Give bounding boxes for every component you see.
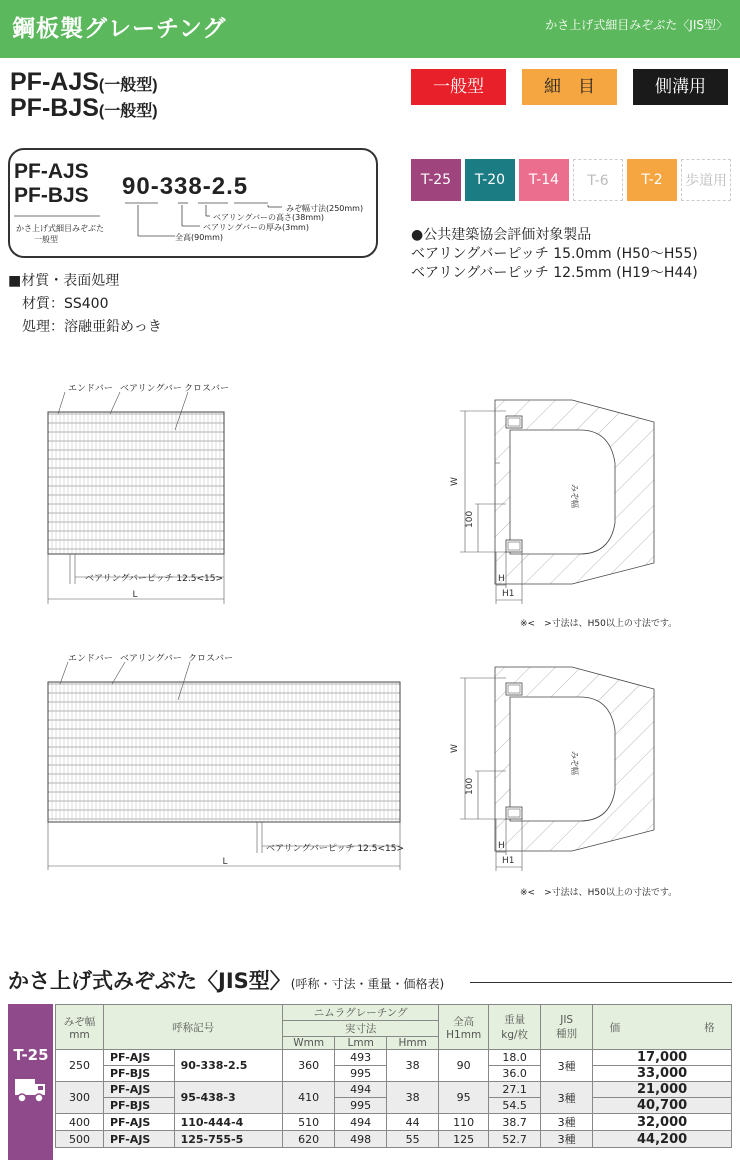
cell-L: 493: [335, 1050, 387, 1066]
cert-line-1: ●公共建築協会評価対象製品: [411, 227, 592, 243]
load-t20: T-20: [465, 159, 515, 201]
section1-mizohaba: みぞ幅: [570, 484, 579, 508]
cell-H: 38: [387, 1050, 439, 1082]
drawing1-pitch: ベアリングバーピッチ 12.5<15>: [85, 574, 223, 584]
cell-L: 494: [335, 1082, 387, 1098]
drawing2-L: L: [222, 857, 228, 867]
naming-desc-2: 一般型: [34, 235, 58, 244]
th-code: 呼称記号: [104, 1005, 283, 1050]
drawing1-cross-bar: クロスバー: [184, 384, 230, 394]
cell-H1: 90: [439, 1050, 489, 1082]
section2-W: W: [450, 744, 460, 753]
table-row: [56, 1131, 732, 1148]
drawing2-end-bar: エンドバー: [68, 654, 113, 664]
cell-L: 498: [335, 1131, 387, 1148]
cell-H1: 125: [439, 1131, 489, 1148]
cell-width: 400: [56, 1114, 104, 1131]
th-jissunpo: 実寸法: [283, 1021, 439, 1037]
naming-note-thickness: ベアリングバーの厚み(3mm): [203, 223, 309, 232]
cell-code: 125-755-5: [174, 1131, 283, 1148]
tag-general-type: 一般型: [411, 69, 506, 105]
load-t2: T-2: [627, 159, 677, 201]
table-row: [56, 1050, 732, 1066]
cell-W: 360: [283, 1050, 335, 1082]
cell-weight: 52.7: [489, 1131, 541, 1148]
th-nimura: ニムラグレーチング: [283, 1005, 439, 1021]
naming-code: 90-338-2.5: [122, 173, 249, 200]
cert-line-2: ベアリングバーピッチ 15.0mm (H50～H55): [411, 246, 698, 262]
th-jis: JIS 種別: [541, 1005, 593, 1050]
gutter-section-drawing-2: [440, 655, 670, 880]
th-hmm: Hmm: [387, 1037, 439, 1050]
cell-weight: 18.0: [489, 1050, 541, 1066]
cell-code: 110-444-4: [174, 1114, 283, 1131]
gutter-section-drawing-1: [440, 388, 670, 613]
tag-gutter: 側溝用: [633, 69, 728, 105]
naming-note-height: ベアリングバーの高さ(38mm): [213, 213, 325, 222]
cell-W: 510: [283, 1114, 335, 1131]
certification-block: [411, 226, 698, 283]
cell-price: 17,000: [593, 1050, 732, 1066]
cell-weight: 27.1: [489, 1082, 541, 1098]
cell-width: 300: [56, 1082, 104, 1114]
page-subtitle: かさ上げ式細目みぞぶた〈JIS型〉: [545, 18, 728, 32]
drawing1-end-bar: エンドバー: [68, 384, 113, 394]
section1-W: W: [450, 477, 460, 486]
cell-jis: 3種: [541, 1050, 593, 1082]
th-lmm: Lmm: [335, 1037, 387, 1050]
th-zenko: 全高 H1mm: [439, 1005, 489, 1050]
table-row: [56, 1114, 732, 1131]
cell-price: 33,000: [593, 1066, 732, 1082]
cell-code: 95-438-3: [174, 1082, 283, 1114]
naming-note-total-height: 全高(90mm): [175, 233, 224, 242]
cell-price: 32,000: [593, 1114, 732, 1131]
cell-model: PF-BJS: [104, 1066, 175, 1082]
cell-price: 44,200: [593, 1131, 732, 1148]
cell-price: 21,000: [593, 1082, 732, 1098]
price-table: [55, 1004, 732, 1148]
model-name-a: PF-AJS(一般型): [10, 68, 158, 96]
drawing1-bearing-bar: ベアリングバー: [120, 384, 182, 394]
cell-model: PF-AJS: [104, 1082, 175, 1098]
cell-weight: 36.0: [489, 1066, 541, 1082]
section1-H1: H1: [502, 589, 515, 599]
cell-model: PF-AJS: [104, 1114, 175, 1131]
section2-H1: H1: [502, 856, 515, 866]
material-heading: ■材質・表面処理: [8, 273, 120, 289]
sidebar-load-label: T-25: [13, 1046, 49, 1064]
cell-H: 55: [387, 1131, 439, 1148]
load-t14: T-14: [519, 159, 569, 201]
tag-fine-mesh: 細 目: [522, 69, 617, 105]
section1-note: ※< >寸法は、H50以上の寸法です。: [520, 619, 678, 629]
cell-H1: 110: [439, 1114, 489, 1131]
cell-model: PF-AJS: [104, 1131, 175, 1148]
load-sidewalk: 歩道用: [681, 159, 731, 201]
cell-H: 44: [387, 1114, 439, 1131]
material-treatment: 処理：溶融亜鉛めっき: [22, 319, 162, 335]
cell-price: 40,700: [593, 1098, 732, 1114]
cell-L: 995: [335, 1066, 387, 1082]
section-rule: [470, 982, 732, 983]
naming-note-width: みぞ幅寸法(250mm): [286, 204, 364, 213]
section2-H: H: [498, 841, 505, 851]
cell-jis: 3種: [541, 1131, 593, 1148]
th-juryo: 重量 kg/枚: [489, 1005, 541, 1050]
material-block: [8, 270, 162, 339]
section1-H: H: [498, 574, 505, 584]
section1-100: 100: [465, 510, 475, 528]
drawing2-cross-bar: クロスバー: [188, 654, 234, 664]
cell-L: 494: [335, 1114, 387, 1131]
page-title: 鋼板製グレーチング: [12, 16, 227, 42]
section2-mizohaba: みぞ幅: [570, 751, 579, 775]
cell-model: PF-BJS: [104, 1098, 175, 1114]
truck-icon: [13, 1075, 47, 1105]
cell-model: PF-AJS: [104, 1050, 175, 1066]
drawing2-pitch: ベアリングバーピッチ 12.5<15>: [266, 844, 404, 854]
load-t6: T-6: [573, 159, 623, 201]
naming-model-a: PF-AJS: [14, 160, 89, 183]
cell-H1: 95: [439, 1082, 489, 1114]
table-section-title: かさ上げ式みぞぶた〈JIS型〉(呼称・寸法・重量・価格表): [8, 969, 445, 993]
material-spec: 材質：SS400: [22, 296, 109, 312]
cell-H: 38: [387, 1082, 439, 1114]
th-price: 価 格: [593, 1005, 732, 1050]
load-t25: T-25: [411, 159, 461, 201]
naming-model-b: PF-BJS: [14, 184, 89, 207]
cell-width: 250: [56, 1050, 104, 1082]
cell-W: 410: [283, 1082, 335, 1114]
th-mizohaba: みぞ幅 mm: [56, 1005, 104, 1050]
cell-weight: 54.5: [489, 1098, 541, 1114]
model-name-b: PF-BJS(一般型): [10, 94, 158, 122]
cell-jis: 3種: [541, 1082, 593, 1114]
section2-note: ※< >寸法は、H50以上の寸法です。: [520, 888, 678, 898]
th-wmm: Wmm: [283, 1037, 335, 1050]
drawing1-L: L: [132, 590, 138, 600]
cell-weight: 38.7: [489, 1114, 541, 1131]
grating-plan-drawing-2: [40, 648, 410, 873]
naming-desc-1: かさ上げ式細目みぞぶた: [16, 224, 104, 233]
drawing2-bearing-bar: ベアリングバー: [120, 654, 182, 664]
cell-W: 620: [283, 1131, 335, 1148]
cell-code: 90-338-2.5: [174, 1050, 283, 1082]
section2-100: 100: [465, 777, 475, 795]
cell-jis: 3種: [541, 1114, 593, 1131]
cell-L: 995: [335, 1098, 387, 1114]
cert-line-3: ベアリングバーピッチ 12.5mm (H19～H44): [411, 265, 698, 281]
cell-width: 500: [56, 1131, 104, 1148]
table-row: [56, 1082, 732, 1098]
naming-box: [8, 148, 378, 258]
